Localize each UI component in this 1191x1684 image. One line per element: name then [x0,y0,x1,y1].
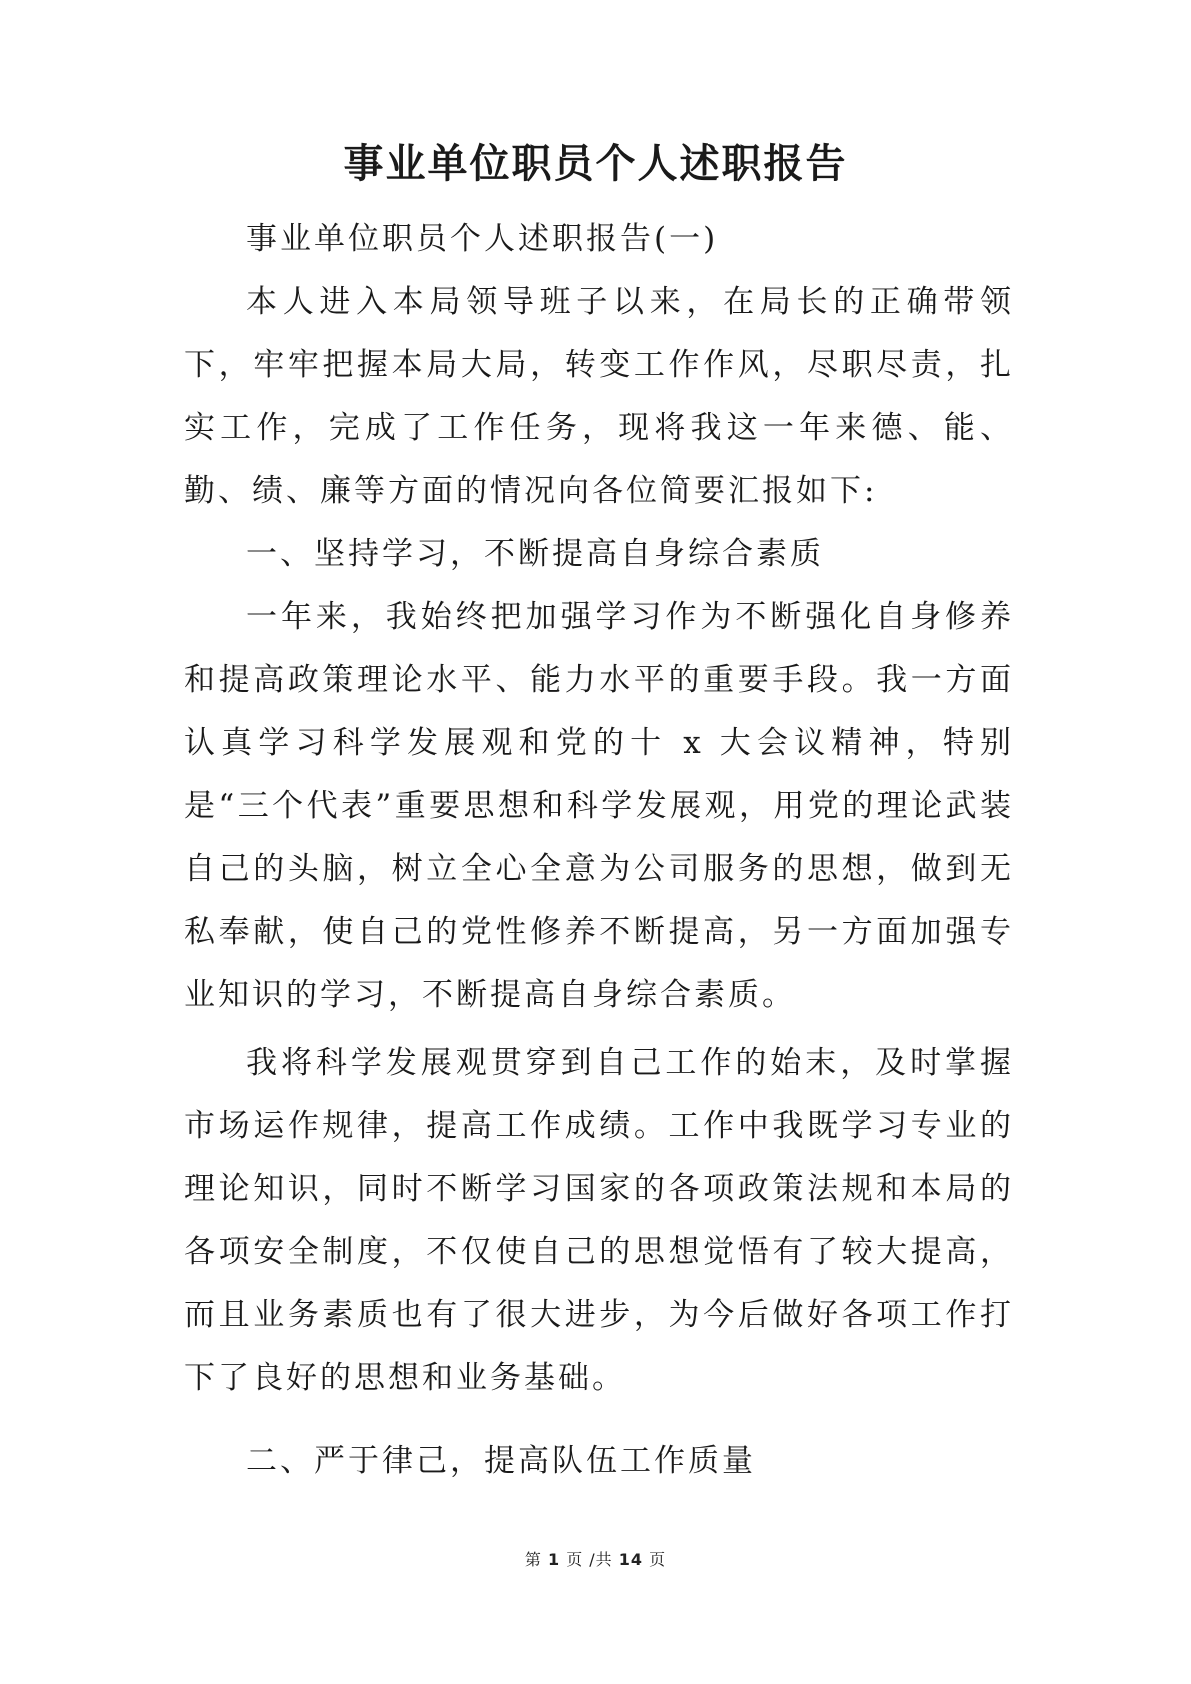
report-subtitle: 事业单位职员个人述职报告(一) [246,221,719,257]
current-page-number: 1 [547,1550,561,1569]
body-paragraph: 一年来，我始终把加强学习作为不断强化自身修养和提高政策理论水平、能力水平的重要手段。我一方面认真学习科学发展观和党的十 x 大会议精神，特别是“三个代表”重要思想和科学发展观，用党的理论武装自己的头脑，树立全心全意为公司服务的思想，做到无私奉献，使自己的党性修养不断提高，另一方面加强专业知识的学习，不断提高自身综合素质。 [184,599,1014,1013]
footer-prefix: 第 [524,1550,542,1569]
section-heading-1: 一、坚持学习，不断提高自身综合素质 [246,536,824,572]
footer-middle: 页 /共 [566,1550,613,1569]
section-heading-2: 二、严于律己，提高队伍工作质量 [246,1443,756,1479]
intro-paragraph: 本人进入本局领导班子以来，在局长的正确带领下，牢牢把握本局大局，转变工作作风，尽职尽责，扎实工作，完成了工作任务，现将我这一年来德、能、勤、绩、廉等方面的情况向各位简要汇报如下: [184,284,1014,509]
page-number-footer [0,1547,1191,1570]
document-title: 事业单位职员个人述职报告 [343,140,848,187]
body-paragraph: 我将科学发展观贯穿到自己工作的始末，及时掌握市场运作规律，提高工作成绩。工作中我既学习专业的理论知识，同时不断学习国家的各项政策法规和本局的各项安全制度，不仅使自己的思想觉悟有了较大提高，而且业务素质也有了很大进步，为今后做好各项工作打下了良好的思想和业务基础。 [184,1045,1014,1396]
total-pages-number: 14 [618,1550,644,1569]
footer-suffix: 页 [649,1550,667,1569]
document-body [184,208,1014,1493]
